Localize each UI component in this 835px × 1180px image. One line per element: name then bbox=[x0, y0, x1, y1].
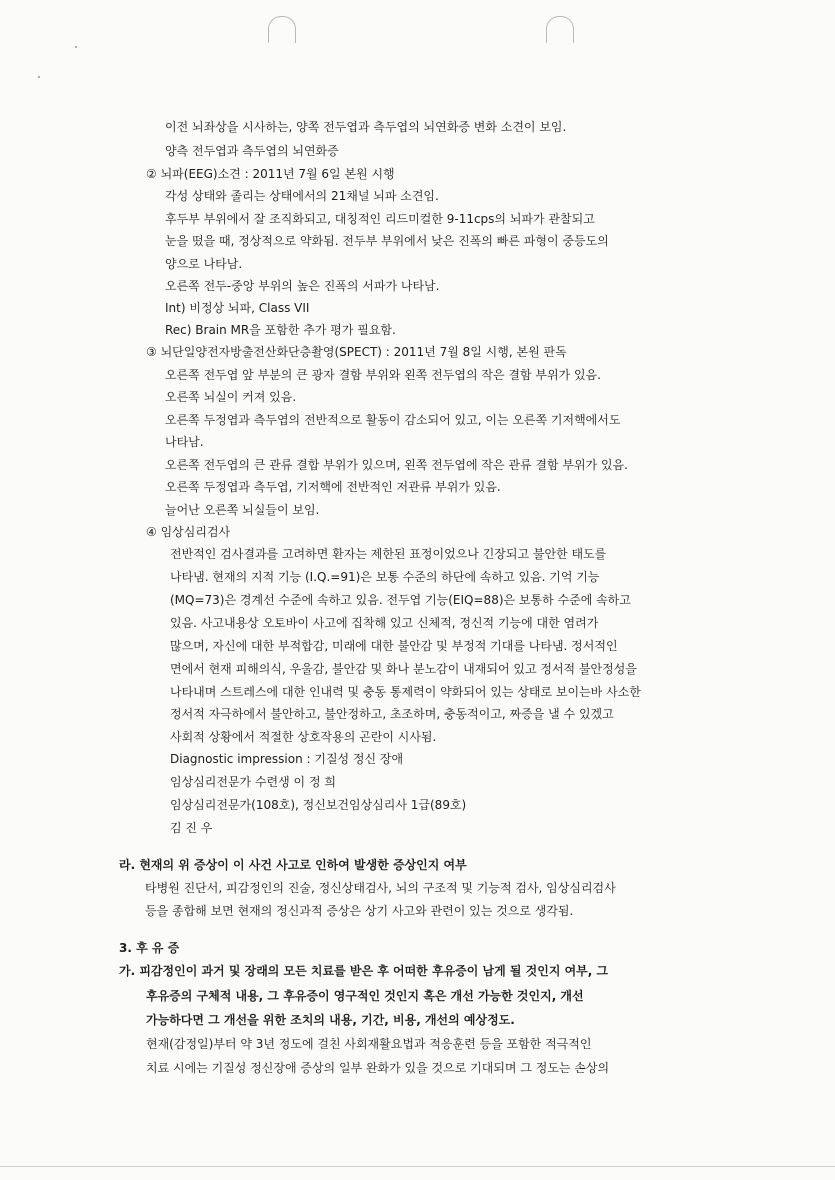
question-line: 가능하다면 그 개선을 위한 조치의 내용, 기간, 비용, 개선의 예상정도. bbox=[146, 1013, 515, 1027]
text-line: 면에서 현재 피해의식, 우울감, 불안감 및 화나 분노감이 내재되어 있고 정서적 불안정성을 bbox=[170, 662, 637, 676]
text-line: 임상심리전문가 수련생 이 정 희 bbox=[170, 775, 336, 789]
section-ra-heading: 라. 현재의 위 증상이 이 사건 사고로 인하여 발생한 증상인지 여부 bbox=[119, 858, 467, 872]
punch-hole-left bbox=[268, 16, 296, 43]
text-line: 오른쪽 두정엽과 측두엽의 전반적으로 활동이 감소되어 있고, 이는 오른쪽 기저핵에서도 bbox=[165, 413, 621, 427]
text-line: 나타남. bbox=[165, 435, 204, 449]
text-line: Diagnostic impression : 기질성 정신 장애 bbox=[170, 752, 404, 766]
text-line: 많으며, 자신에 대한 부적합감, 미래에 대한 불안감 및 부정적 기대를 나타냄. 정서적인 bbox=[170, 639, 618, 653]
text-line: 양으로 나타남. bbox=[165, 257, 243, 271]
text-line: 오른쪽 전두엽의 큰 관류 결합 부위가 있으며, 왼쪽 전두엽에 작은 관류 결함 부위가 있음. bbox=[165, 458, 628, 472]
text-line: 각성 상태와 졸리는 상태에서의 21채널 뇌파 소견임. bbox=[165, 189, 439, 203]
question-line: 후유증의 구체적 내용, 그 후유증이 영구적인 것인지 혹은 개선 가능한 것인지, 개선 bbox=[146, 989, 584, 1003]
text-line: 있음. 사고내용상 오토바이 사고에 집착해 있고 신체적, 정신적 기능에 대한 염려가 bbox=[170, 616, 599, 630]
punch-hole-right bbox=[546, 16, 574, 43]
text-line: 나타냄. 현재의 지적 기능 (I.Q.=91)은 보통 수준의 하단에 속하고 있음. 기억 기능 bbox=[170, 570, 600, 584]
text-line: 늘어난 오른쪽 뇌실들이 보임. bbox=[165, 503, 320, 517]
text-line: 오른쪽 뇌실이 커져 있음. bbox=[165, 390, 297, 404]
scan-edge-line bbox=[0, 1166, 835, 1167]
scan-speck bbox=[75, 46, 77, 48]
answer-line: 현재(감정일)부터 약 3년 정도에 걸친 사회재활요법과 적응훈련 등을 포함한 적극적인 bbox=[146, 1037, 592, 1051]
psych-heading: ④ 임상심리검사 bbox=[146, 525, 231, 539]
text-line: 양측 전두엽과 측두엽의 뇌연화증 bbox=[165, 144, 339, 158]
text-line: 타병원 진단서, 피감정인의 진술, 정신상태검사, 뇌의 구조적 및 기능적 검사, 임상심리검사 bbox=[145, 881, 616, 895]
text-line: 오른쪽 두정엽과 측두엽, 기저핵에 전반적인 저관류 부위가 있음. bbox=[165, 480, 501, 494]
text-line: 등을 종합해 보면 현재의 정신과적 증상은 상기 사고와 관련이 있는 것으로 생각됨. bbox=[145, 904, 574, 918]
text-line: 사회적 상황에서 적절한 상호작용의 곤란이 시사됨. bbox=[170, 730, 437, 744]
eeg-heading: ② 뇌파(EEG)소견 : 2011년 7월 6일 본원 시행 bbox=[146, 167, 395, 181]
text-line: 정서적 자극하에서 불안하고, 불안정하고, 초조하며, 충동적이고, 짜증을 낼 수 있겠고 bbox=[170, 707, 614, 721]
section-3-heading: 3. 후 유 증 bbox=[119, 941, 180, 955]
text-line: 오른쪽 전두엽 앞 부분의 큰 광자 결함 부위와 왼쪽 전두엽의 작은 결함 부위가 있음. bbox=[165, 368, 601, 382]
text-line: 나타내며 스트레스에 대한 인내력 및 충동 통제력이 약화되어 있는 상태로 보이는바 사소한 bbox=[170, 685, 641, 699]
text-line: 눈을 떴을 때, 정상적으로 약화됨. 전두부 부위에서 낮은 진폭의 빠른 파형이 중등도의 bbox=[165, 234, 609, 248]
text-line: 이전 뇌좌상을 시사하는, 양쪽 전두엽과 측두엽의 뇌연화증 변화 소견이 보임. bbox=[165, 120, 567, 134]
text-line: Rec) Brain MR을 포함한 추가 평가 필요함. bbox=[165, 323, 396, 337]
text-line: 임상심리전문가(108호), 정신보건임상심리사 1급(89호) bbox=[170, 798, 467, 812]
text-line: 후두부 부위에서 잘 조직화되고, 대칭적인 리드미컬한 9-11cps의 뇌파가 관찰되고 bbox=[165, 212, 595, 226]
text-line: 오른쪽 전두-중앙 부위의 높은 진폭의 서파가 나타남. bbox=[165, 279, 440, 293]
text-line: Int) 비정상 뇌파, Class VII bbox=[165, 301, 310, 315]
answer-line: 치료 시에는 기질성 정신장애 증상의 일부 완화가 있을 것으로 기대되며 그 정도는 손상의 bbox=[146, 1061, 610, 1075]
text-line: 전반적인 검사결과를 고려하면 환자는 제한된 표정이었으나 긴장되고 불안한 태도를 bbox=[170, 547, 607, 561]
scan-speck bbox=[38, 76, 40, 78]
spect-heading: ③ 뇌단일양전자방출전산화단층촬영(SPECT) : 2011년 7월 8일 시행, 본원 판독 bbox=[146, 345, 567, 359]
question-line: 가. 피감정인이 과거 및 장래의 모든 치료를 받은 후 어떠한 후유증이 남게 될 것인지 여부, 그 bbox=[119, 964, 609, 978]
text-line: 김 진 우 bbox=[170, 821, 213, 835]
text-line: (MQ=73)은 경계선 수준에 속하고 있음. 전두엽 기능(EIQ=88)은 보통하 수준에 속하고 bbox=[170, 593, 631, 607]
